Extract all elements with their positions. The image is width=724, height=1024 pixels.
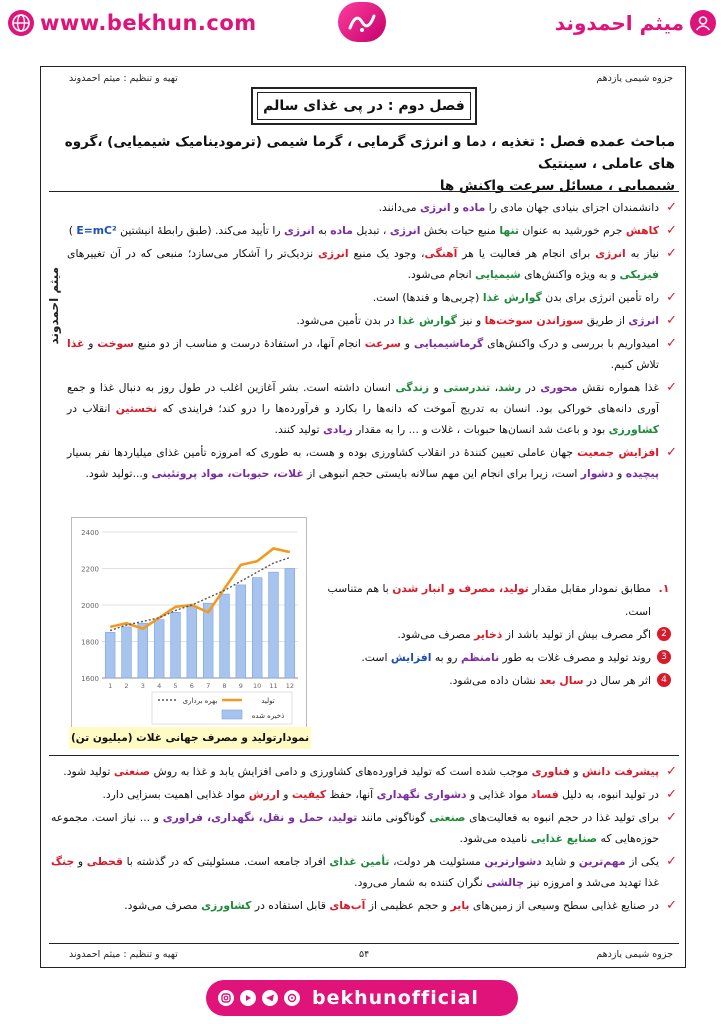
chart-svg [72, 518, 306, 728]
bullet-item: ✓ در صنایع غذایی سطح وسیعی از زمین‌های بایر و حجم عظیمی از آب‌های قابل استفاده در کشاورزی مصرف می‌شود. [51, 895, 677, 916]
check-icon: ✓ [666, 313, 677, 328]
note-item: 3 روند تولید و مصرف غلات به طور نامنظم رو به افزایش است. [311, 646, 671, 669]
footer-author: تهیه و تنظیم : میثم احمدوند [69, 949, 178, 960]
page-number: ۵۴ [359, 949, 370, 960]
check-icon: ✓ [666, 787, 677, 802]
divider [49, 191, 679, 192]
check-icon: ✓ [666, 380, 677, 395]
bullet-item: ✓ غذا همواره نقش محوری در رشد، تندرستی و زندگی انسان داشته است. بشر آغازین اغلب در طول روز به دنبال غذا و جمع آوری دانه‌های خوراکی بود. انسان به تدریج آموخت که دانه‌ها را بکارد و فرآورده‌ها را درو کند؛ فرایندی که نخستین انقلاب در کشاورزی بود و باعث شد انسان‌ها حبوبات ، غلات و ... را به مقدار زیادی تولید کنند. [67, 377, 677, 440]
divider [49, 755, 679, 756]
bar-stored [138, 623, 148, 678]
x-tick-label: 1 [108, 682, 113, 690]
header-author: تهیه و تنظیم : میثم احمدوند [69, 73, 178, 84]
y-tick-label: 2000 [81, 602, 99, 610]
bar-stored [269, 572, 279, 678]
bar-stored [252, 578, 262, 678]
topics-label: مباحث عمده فصل : [539, 134, 675, 150]
x-tick-label: 12 [285, 682, 294, 690]
x-tick-label: 2 [124, 682, 129, 690]
topics-line2: شیمیایی ، مسائل سرعت واکنش ها [439, 178, 675, 194]
bullet-item: ✓ انرژی از طریق سوزاندن سوخت‌ها و نیز گوارش غذا در بدن تأمین می‌شود. [67, 310, 677, 331]
site-link[interactable] [8, 8, 257, 38]
author-name: میثم احمدوند [554, 11, 684, 35]
topics-line1: تغذیه ، دما و انرژی گرمایی ، گرما شیمی (ترمودینامیک شیمیایی) ،گروه های عاملی ، سینتیک [64, 134, 675, 172]
top-bar [0, 0, 724, 46]
x-tick-label: 5 [173, 682, 178, 690]
bullet-item: ✓ افزایش جمعیت جهان عاملی تعیین کنندهٔ در انقلاب کشاورزی بوده و هست، به طوری که امروزه تأمین غذای میلیاردها نفر بسیار پیچیده و دشوار است، زیرا برای انجام این مهم سالانه بایستی حجم انبوهی از غلات، حبوبات، مواد پروتئینی و...تولید شود. [67, 442, 677, 484]
y-tick-label: 1800 [81, 638, 99, 647]
bullet-item: ✓ راه تأمین انرژی برای بدن گوارش غذا (چربی‌ها و قندها) است. [67, 287, 677, 308]
bullet-item: ✓ پیشرفت دانش و فناوری موجب شده است که تولید فراورده‌های کشاورزی و دامی افزایش یابد و غذا به روش صنعتی تولید شود. [51, 761, 677, 782]
author-badge [555, 8, 716, 38]
bar-stored [105, 632, 115, 678]
chapter-title: فصل دوم : در پی غذای سالم [257, 92, 471, 120]
divider [49, 943, 679, 944]
bullet-list-top [67, 197, 677, 486]
bullet-item: ✓ کاهش جرم خورشید به عنوان تنها منبع حیات بخش انرژی ، تبدیل ماده به انرژی را تأیید می‌کند. (طبق رابطهٔ انیشتین E=mC² ) [67, 220, 677, 241]
x-tick-label: 7 [206, 682, 211, 690]
bar-stored [285, 569, 295, 679]
bullet-item: ✓ نیاز به انرژی برای انجام هر فعالیت یا هر آهنگی، وجود یک منبع انرژی نزدیک‌تر را آشکار می‌سازد؛ منبعی که در آن تغییرهای فیزیکی و به ویژه واکنش‌های شیمیایی انجام می‌شود. [67, 243, 677, 285]
bullet-list-bottom [51, 761, 677, 918]
bar-stored [187, 607, 197, 678]
check-icon: ✓ [666, 764, 677, 779]
note-item: 4 اثر هر سال در سال بعد نشان داده می‌شود. [311, 669, 671, 692]
bullet-item: ✓ یکی از مهم‌ترین و شاید دشوارترین مسئولیت هر دولت، تأمین غذای افراد جامعه است. مسئولیتی که در گذشته با قحطی و جنگ غذا تهدید می‌شد و امروزه نیز چالشی نگران کننده به شمار می‌رود. [51, 851, 677, 893]
chapter-topics [49, 131, 675, 197]
chart-caption: نمودارتولید و مصرف جهانی غلات (میلیون تن) [69, 727, 311, 749]
x-tick-label: 10 [253, 682, 262, 690]
y-tick-label: 2200 [81, 565, 99, 574]
note-number: 2 [657, 627, 671, 641]
y-tick-label: 2400 [81, 529, 99, 537]
note-number: ۱. [658, 582, 670, 595]
x-tick-label: 4 [157, 682, 162, 690]
telegram-icon[interactable] [262, 990, 278, 1006]
x-tick-label: 6 [189, 682, 194, 690]
y-tick-label: 1600 [81, 675, 99, 683]
social-handle: bekhunofficial [312, 987, 479, 1009]
check-icon: ✓ [666, 223, 677, 238]
globe-icon [8, 10, 34, 36]
check-icon: ✓ [666, 898, 677, 913]
x-tick-label: 9 [238, 682, 243, 690]
bar-stored [154, 620, 164, 678]
instagram-icon[interactable] [218, 990, 234, 1006]
bullet-item: ✓ برای تولید غذا در حجم انبوه به فعالیت‌های صنعتی گوناگونی مانند تولید، حمل و نقل، نگهداری، فراوری و ... نیاز است. مجموعه حوزه‌هایی که صنایع غذایی نامیده می‌شود. [51, 807, 677, 849]
chart-notes [311, 577, 671, 692]
document-page [40, 66, 686, 968]
check-icon: ✓ [666, 810, 677, 825]
x-tick-label: 3 [140, 682, 145, 690]
bullet-item: ✓ در تولید انبوه، به دلیل فساد مواد غذایی و دشواری نگهداری آنها، حفظ کیفیت و ارزش مواد غذایی اهمیت بسزایی دارد. [51, 784, 677, 805]
note-item: ۱. مطابق نمودار مقابل مقدار تولید، مصرف و انبار شدن با هم متناسب است. [311, 577, 671, 623]
bekhun-logo [338, 2, 386, 42]
youtube-icon[interactable] [240, 990, 256, 1006]
check-icon: ✓ [666, 854, 677, 869]
note-number: 4 [657, 673, 671, 687]
side-author: میثم احمدوند [47, 267, 61, 345]
bar-stored [236, 585, 246, 678]
legend-label-stored: ذخیره شده [251, 712, 285, 720]
einstein-formula: E=mC² [76, 224, 117, 237]
bullet-item: ✓ امیدواریم با بررسی و درک واکنش‌های گرماشیمیایی و سرعت انجام آنها، در استفادهٔ درست و مناسب از دو منبع سوخت و غذا تلاش کنیم. [67, 333, 677, 375]
footer-book: جزوه شیمی یازدهم [596, 949, 673, 960]
x-tick-label: 11 [269, 682, 278, 690]
bar-stored [220, 594, 230, 678]
legend-label-production: تولید [261, 697, 275, 705]
check-icon: ✓ [666, 246, 677, 261]
social-bar[interactable] [206, 980, 518, 1016]
site-url: www.bekhun.com [40, 11, 257, 35]
check-icon: ✓ [666, 200, 677, 215]
line-production [110, 548, 290, 628]
bar-stored [122, 627, 132, 678]
note-number: 3 [657, 650, 671, 664]
check-icon: ✓ [666, 290, 677, 305]
user-icon [690, 10, 716, 36]
bar-stored [171, 612, 181, 678]
bullet-item: ✓ دانشمندان اجزای بنیادی جهان مادی را ماده و انرژی می‌دانند. [67, 197, 677, 218]
x-tick-label: 8 [222, 682, 227, 690]
legend-label-consumption: بهره برداری [182, 697, 218, 705]
check-icon: ✓ [666, 336, 677, 351]
header-book: جزوه شیمی یازدهم [596, 73, 673, 84]
note-item: 2 اگر مصرف بیش از تولید باشد از ذخایر مصرف می‌شود. [311, 623, 671, 646]
aparat-icon[interactable] [284, 990, 300, 1006]
check-icon: ✓ [666, 445, 677, 460]
legend-swatch-stored [222, 710, 242, 719]
chapter-title-box [251, 87, 477, 125]
bar-stored [203, 603, 213, 678]
grain-chart [71, 517, 307, 747]
